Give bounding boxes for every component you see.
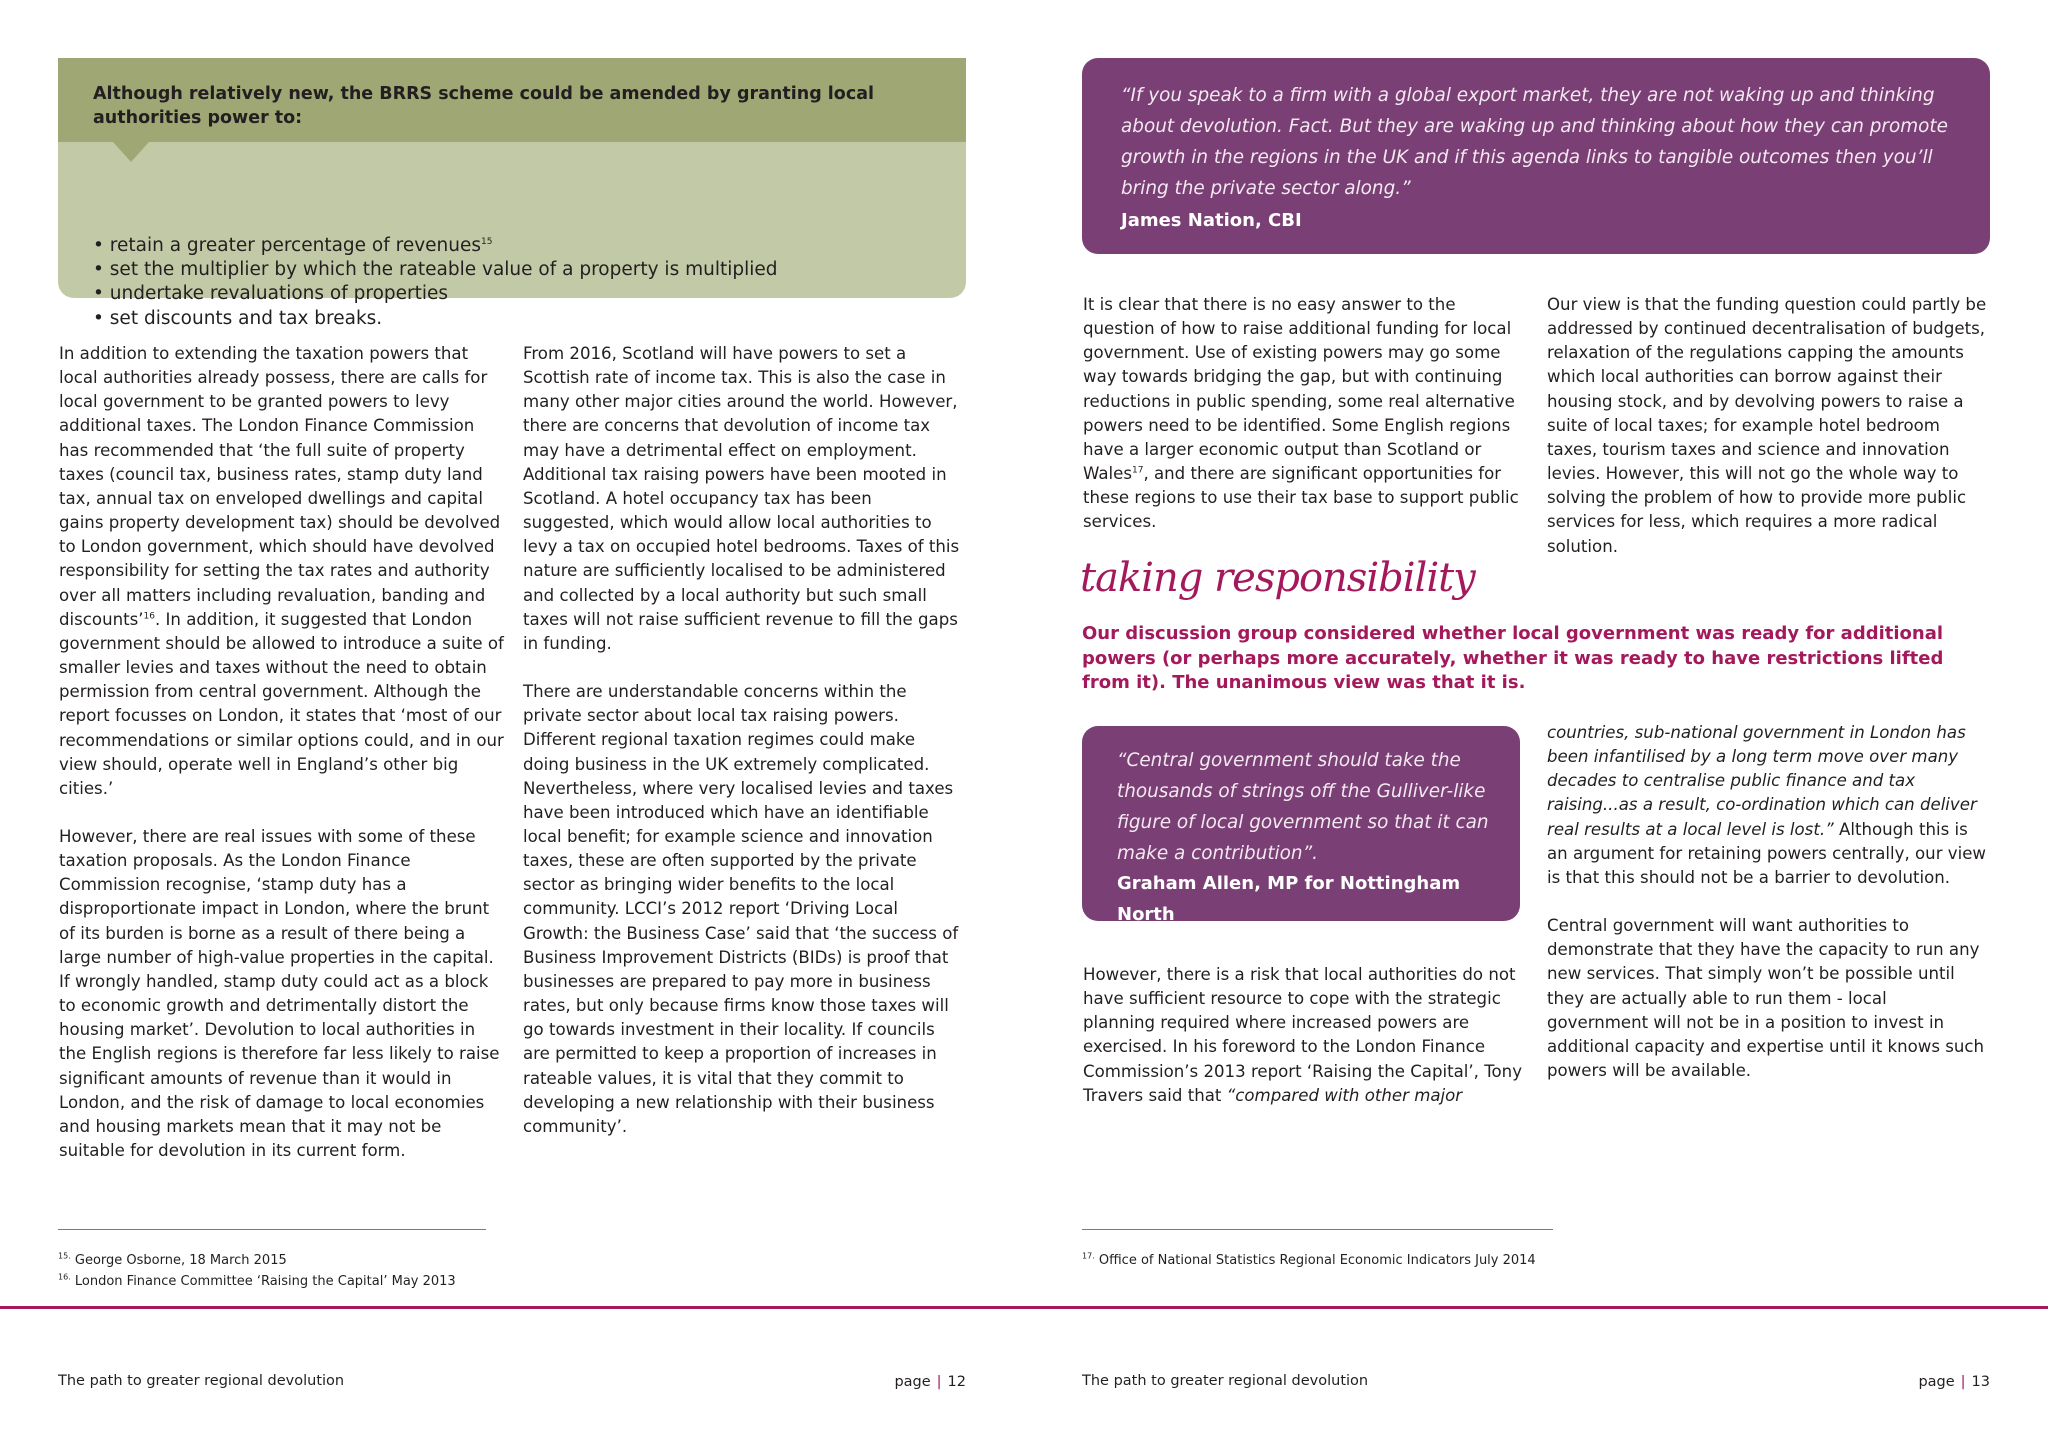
list-item (93, 234, 778, 258)
footnote (1082, 1250, 1982, 1271)
page-label: page (894, 1374, 931, 1390)
quote-text: “If you speak to a firm with a global export market, they are not waking up and thinking about devolution. Fact. But they are waking up and thinking about how they can promote growth in the regions in the UK and if this agenda links to tangible outcomes then you’ll bring the private sector along.” (1121, 85, 1948, 199)
brrs-callout-box (58, 58, 966, 329)
paragraph-text: . In addition, it suggested that London government should be allowed to introduce a suite of smaller levies and taxes without the need to obtain permission from central government. Although the report focusses on London, it states that ‘most of our recommendations or similar options could, and in our view should, operate well in England’s other big cities.’ (59, 609, 504, 798)
paragraph-text: Although this is an argument for retaining powers centrally, our view is that this should not be a barrier to devolution. (1547, 819, 1986, 887)
footer-divider (0, 1306, 2048, 1309)
paragraph-text: However, there is a risk that local authorities do not have sufficient resource to cope with the strategic planning required where increased powers are exercised. In his foreword to the London Finance Commission’s 2013 report ‘Raising the Capital’, Tony Travers said that (1083, 965, 1523, 1105)
paragraph: There are understandable concerns within the private sector about local tax raising powers. Different regional taxation regimes could make doing business in the UK extremely complicated. Nevertheless, where very localised levies and taxes have been introduced which have an identifiable local benefit; for example science and innovation taxes, these are often supported by the private sector as bringing wider benefits to the local community. LCCI’s 2012 report ‘Driving Local Growth: the Business Case’ said that ‘the success of Business Improvement Districts (BIDs) is proof that businesses are prepared to pay more in business rates, but only because firms know those taxes will go towards investment in their locality. If councils are permitted to keep a proportion of increases in rateable values, it is vital that they commit to developing a new relationship with their business community’. (523, 682, 959, 1136)
right-column-2-top (1547, 293, 1992, 559)
paragraph-text: It is clear that there is no easy answer to the question of how to raise additional funding for local government. Use of existing powers may go some way towards bridging the gap, but with continuing reductions in public spending, some real alternative powers need to be identified. Some English regions have a larger economic output than Scotland or Wales (1083, 295, 1515, 484)
list-item-text: undertake revaluations of properties (109, 283, 449, 305)
right-column-1-top (1083, 293, 1528, 535)
list-item-text: retain a greater percentage of revenues (109, 235, 482, 256)
list-item (93, 307, 778, 331)
page-separator: | (936, 1374, 942, 1390)
right-column-2-bottom (1547, 721, 1992, 1083)
footnote-ref: 15 (481, 236, 493, 247)
section-lead: Our discussion group considered whether local government was ready for additional powers (or perhaps more accurately, whether it was ready to have restrictions lifted from it). The unanimous view was that it is. (1082, 623, 1944, 693)
list-item (93, 282, 778, 306)
paragraph: Central government will want authorities to demonstrate that they have the capacity to run any new services. That simply won’t be possible until they are actually able to run them - local government will not be in a position to invest in additional capacity and expertise until it knows such powers will be available. (1547, 916, 1985, 1081)
left-column-1 (59, 342, 504, 1163)
footer-title: The path to greater regional devolution (58, 1373, 345, 1389)
list-item (93, 258, 778, 282)
callout-pointer (113, 142, 149, 162)
footnote-text: Office of National Statistics Regional Economic Indicators July 2014 (1098, 1253, 1536, 1268)
footnote (58, 1250, 958, 1271)
paragraph: However, there are real issues with some of these taxation proposals. As the London Finance Commission recognise, ‘stamp duty has a disproportionate impact in London, where the brunt of its burden is borne as a result of there being a large number of high-value properties in the capital. If wrongly handled, stamp duty could act as a block to economic growth and detrimentally distort the housing market’. Devolution to local authorities in the English regions is therefore far less likely to raise significant amounts of revenue than it would in London, and the risk of damage to local economies and housing markets mean that it may not be suitable for devolution in its current form. (59, 826, 500, 1160)
quote-box-graham-allen (1082, 726, 1520, 925)
paragraph (1547, 721, 1992, 890)
footnote-number: 17. (1082, 1251, 1095, 1261)
paragraph-quote: countries, sub-national government in London has been infantilised by a long term move over many decades to centralise public finance and tax raising...as a result, co-ordination which can deliver real results at a local level is lost.” (1547, 723, 1977, 839)
page-value: 13 (1971, 1374, 1990, 1390)
section-heading: taking responsibility (1080, 555, 1475, 601)
paragraph (59, 342, 504, 801)
list-item-text: set discounts and tax breaks. (109, 307, 383, 329)
footnote-text: George Osborne, 18 March 2015 (74, 1253, 287, 1268)
page-value: 12 (947, 1374, 966, 1390)
footnotes-left (58, 1250, 958, 1292)
quote-box-cbi (1082, 58, 1990, 254)
page-number (1884, 1372, 1990, 1392)
footnote-number: 16. (58, 1272, 71, 1282)
footnotes-right (1082, 1250, 1982, 1271)
paragraph-text: In addition to extending the taxation powers that local authorities already possess, there are calls for local government to be granted powers to levy additional taxes. The London Finance Commission has recommended that ‘the full suite of property taxes (council tax, business rates, stamp duty land tax, annual tax on enveloped dwellings and capital gains property development tax) should be devolved to London government, which should have devolved responsibility for setting the tax rates and authority over all matters including revaluation, banding and discounts’ (59, 344, 501, 629)
callout-title: Although relatively new, the BRRS scheme could be amended by granting local authorities power to: (93, 84, 875, 128)
page-number (860, 1372, 966, 1392)
paragraph (1083, 963, 1523, 1108)
quote-attribution: Graham Allen, MP for Nottingham North (1117, 873, 1461, 925)
footnote-divider (1082, 1229, 1553, 1230)
footnote-ref: 16 (143, 611, 155, 622)
paragraph: From 2016, Scotland will have powers to set a Scottish rate of income tax. This is also the case in many other major cities around the world. However, there are concerns that devolution of income tax may have a detrimental effect on employment. Additional tax raising powers have been mooted in Scotland. A hotel occupancy tax has been suggested, which would allow local authorities to levy a tax on occupied hotel bedrooms. Taxes of this nature are sufficiently localised to be administered and collected by a local authority but such small taxes will not raise sufficient revenue to fill the gaps in funding. (523, 344, 960, 653)
quote-attribution: James Nation, CBI (1121, 210, 1302, 231)
paragraph-text: , and there are significant opportunities for these regions to use their tax base to support public services. (1083, 464, 1519, 532)
footnote (58, 1271, 958, 1292)
left-column-2 (523, 342, 961, 1139)
page-label: page (1918, 1374, 1955, 1390)
quote-text: “Central government should take the thousands of strings off the Gulliver-like figure of local government so that it can make a contribution”. (1117, 750, 1489, 864)
paragraph-quote: “compared with other major (1226, 1085, 1463, 1105)
right-column-1-bottom (1083, 963, 1523, 1108)
paragraph: Our view is that the funding question could partly be addressed by continued decentralisation of budgets, relaxation of the regulations capping the amounts which local authorities can borrow against their housing stock, and by devolving powers to raise a suite of local taxes; for example hotel bedroom taxes, tourism taxes and science and innovation levies. However, this will not go the whole way to solving the problem of how to provide more public services for less, which requires a more radical solution. (1547, 295, 1987, 556)
footnote-ref: 17 (1131, 465, 1144, 476)
paragraph (1083, 293, 1528, 535)
callout-list (93, 234, 778, 331)
footer-title: The path to greater regional devolution (1082, 1373, 1369, 1389)
footnote-number: 15. (58, 1251, 71, 1261)
footnote-text: London Finance Committee ‘Raising the Capital’ May 2013 (74, 1274, 456, 1289)
footnote-divider (58, 1229, 486, 1230)
list-item-text: set the multiplier by which the rateable value of a property is multiplied (109, 259, 778, 281)
page-separator: | (1960, 1374, 1966, 1390)
